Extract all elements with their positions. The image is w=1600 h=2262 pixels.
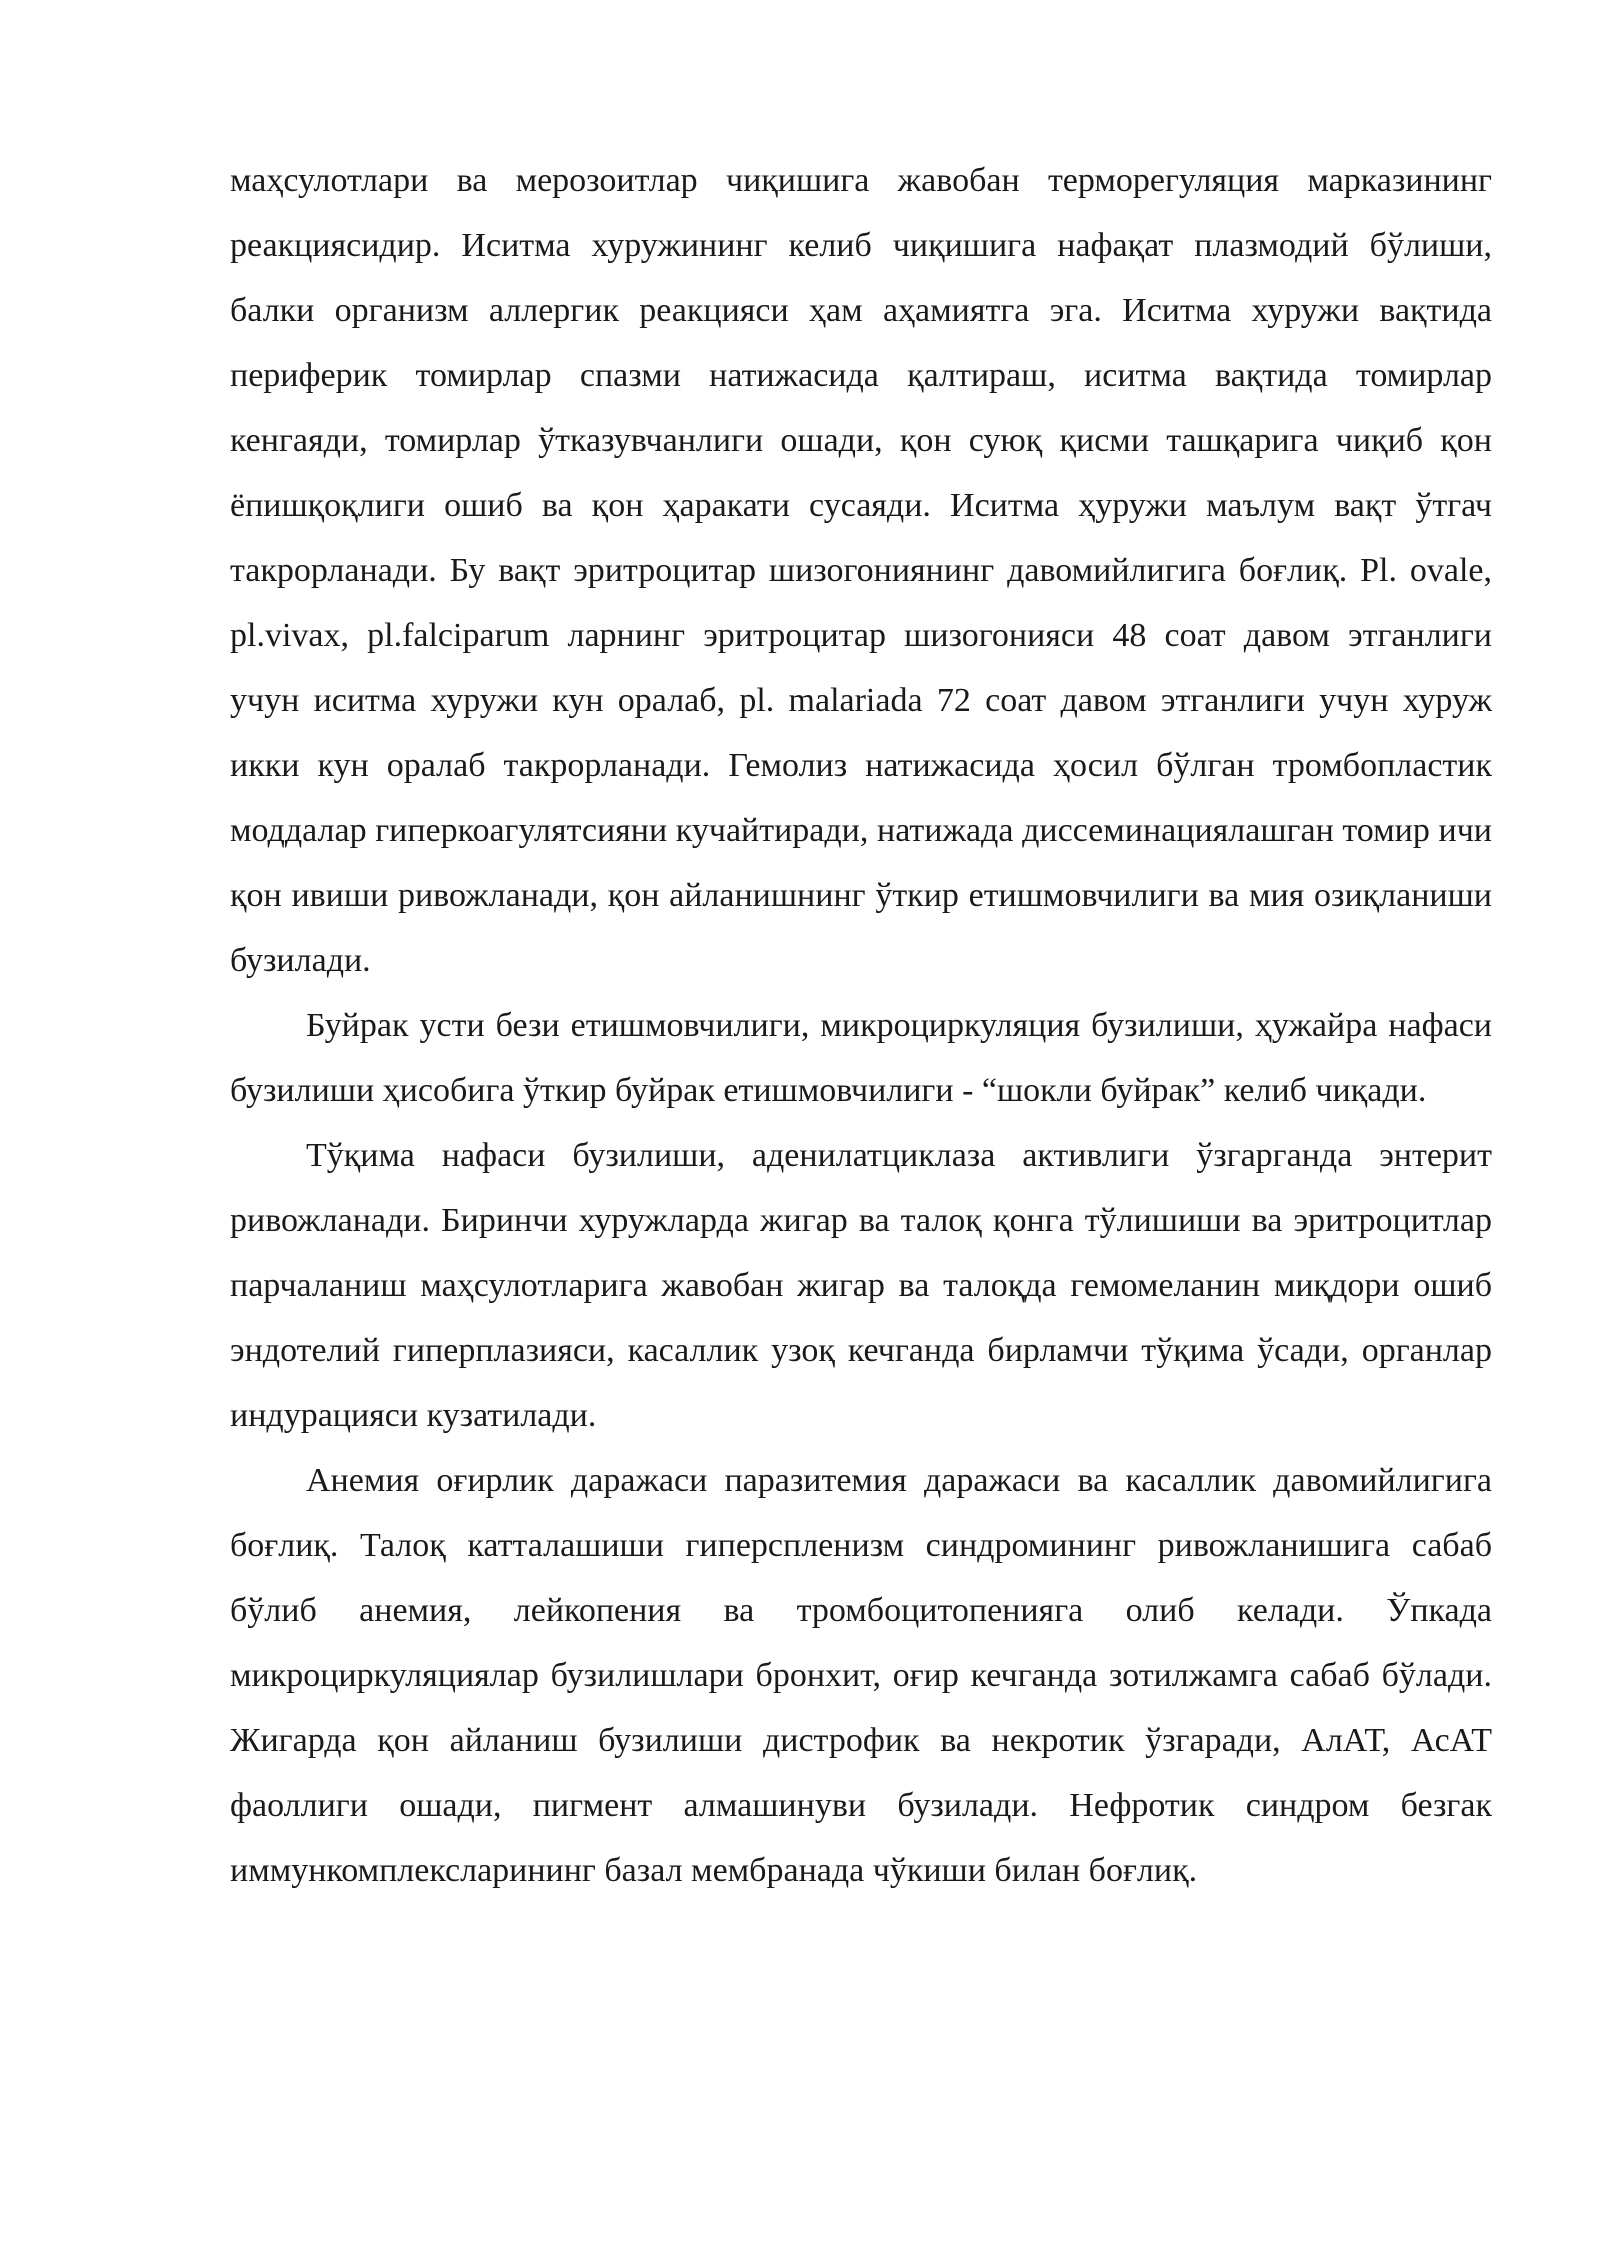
- paragraph-kidney-failure: Буйрак усти бези етишмовчилиги, микроциркуляция бузилиши, ҳужайра нафаси бузилиши ҳисобига ўткир буйрак етишмовчилиги - “шокли буйрак” келиб чиқади.: [230, 1007, 1492, 1109]
- paragraph-anemia: Анемия оғирлик даражаси паразитемия даражаси ва касаллик давомийлигига боғлиқ. Талоқ катталашиши гиперспленизм синдромининг ривожланишига сабаб бўлиб анемия, лейкопения ва тромбоцитопенияга олиб келади. Ўпкада микроциркуляциялар бузилишлари бронхит, оғир кечганда зотилжамга сабаб бўлади. Жигарда қон айланиш бузилиши дистрофик ва некротик ўзгаради, АлАТ, АсАТ фаоллиги ошади, пигмент алмашинуви бузилади. Нефротик синдром безгак иммункомплексларининг базал мембранада чўкиши билан боғлиқ.: [230, 1462, 1492, 1889]
- paragraph-fever-mechanism: маҳсулотлари ва мерозоитлар чиқишига жавобан терморегуляция марказининг реакциясидир. Иситма хуружининг келиб чиқишига нафақат плазмодий бўлиши, балки организм аллергик реакцияси ҳам аҳамиятга эга. Иситма хуружи вақтида периферик томирлар спазми натижасида қалтираш, иситма вақтида томирлар кенгаяди, томирлар ўтказувчанлиги ошади, қон суюқ қисми ташқарига чиқиб қон ёпишқоқлиги ошиб ва қон ҳаракати сусаяди. Иситма ҳуружи маълум вақт ўтгач такрорланади. Бу вақт эритроцитар шизогониянинг давомийлигига боғлиқ. Pl. ovale, pl.vivax, pl.falciparum ларнинг эритроцитар шизогонияси 48 соат давом этганлиги учун иситма хуружи кун оралаб, pl. malariada 72 соат давом этганлиги учун хуруж икки кун оралаб такрорланади. Гемолиз натижасида ҳосил бўлган тромбопластик моддалар гиперкоагулятсияни кучайтиради, натижада диссеминациялашган томир ичи қон ивиши ривожланади, қон айланишнинг ўткир етишмовчилиги ва мия озиқланиши бузилади.: [230, 162, 1492, 979]
- paragraph-tissue-respiration: Тўқима нафаси бузилиши, аденилатциклаза активлиги ўзгарганда энтерит ривожланади. Биринчи хуружларда жигар ва талоқ қонга тўлишиши ва эритроцитлар парчаланиш маҳсулотларига жавобан жигар ва талоқда гемомеланин миқдори ошиб эндотелий гиперплазияси, касаллик узоқ кечганда бирламчи тўқима ўсади, органлар индурацияси кузатилади.: [230, 1137, 1492, 1434]
- document-page: [230, 148, 1492, 1903]
